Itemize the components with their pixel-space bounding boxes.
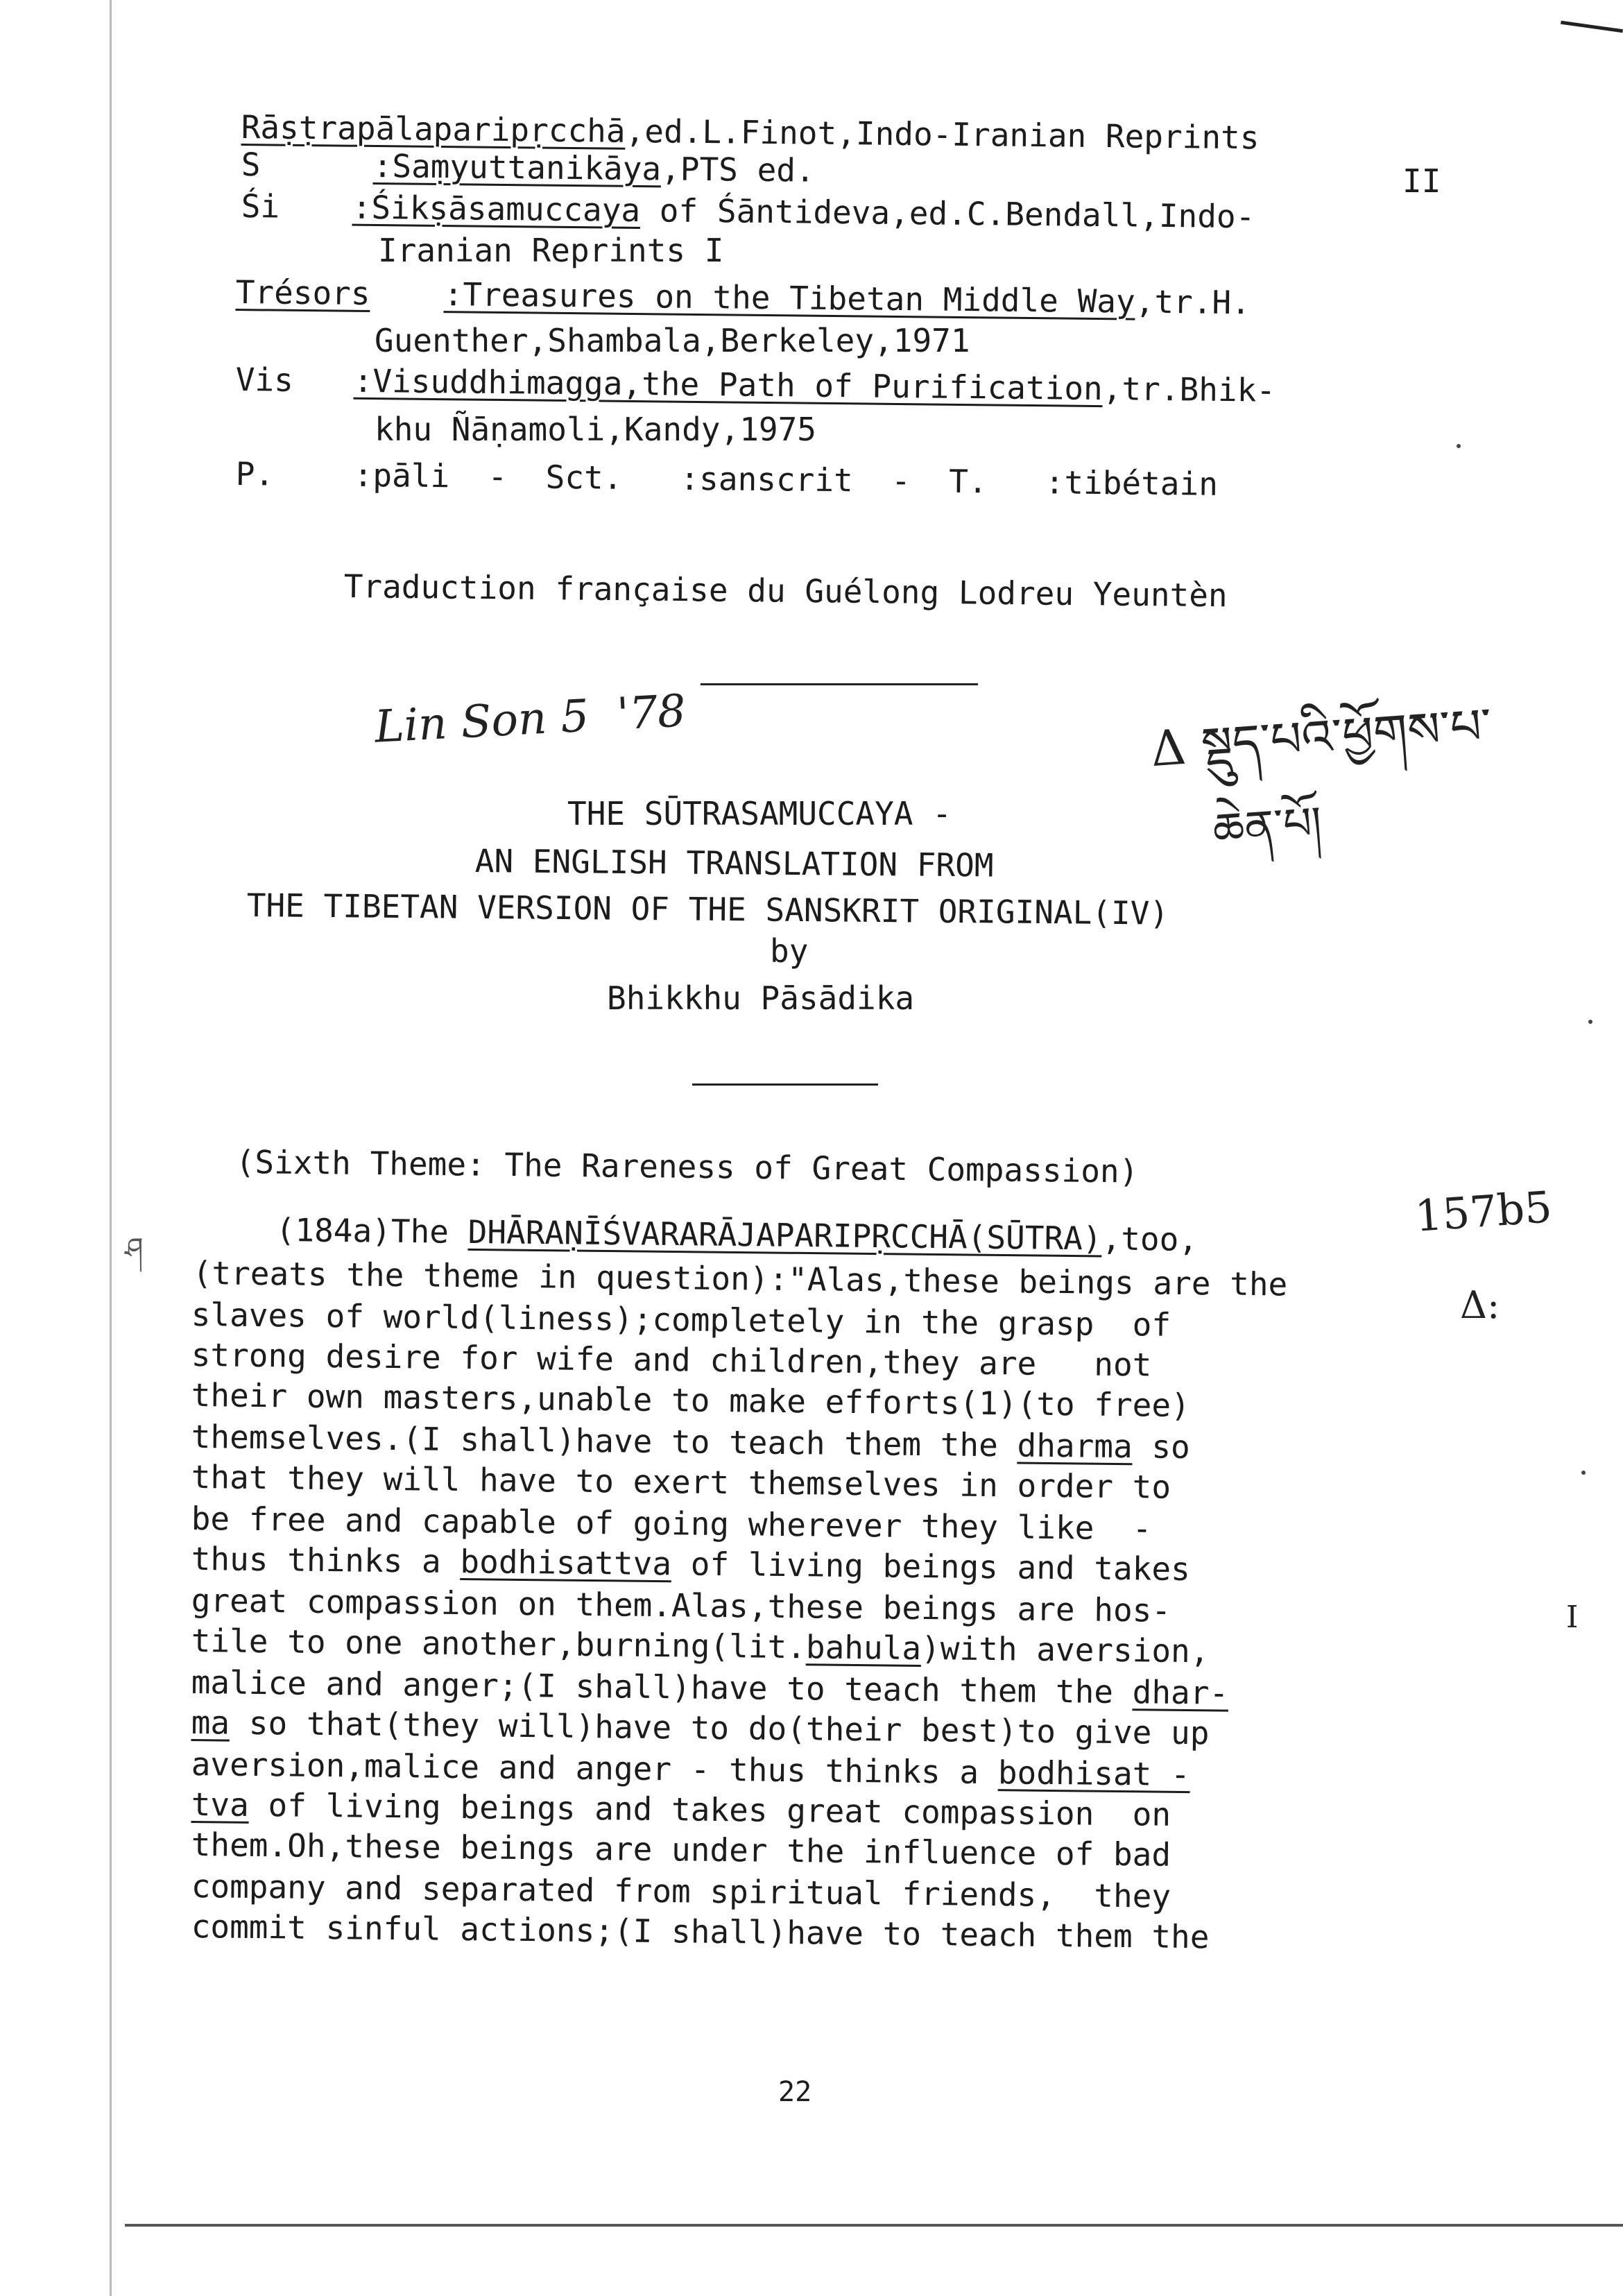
abbr-rastra-rest: ,ed.L.Finot,Indo-Iranian Reprints xyxy=(625,112,1260,157)
abbr-si-rest: of Śāntideva,ed.C.Bendall,Indo- xyxy=(639,191,1255,236)
body-line-9-post: of living beings and takes xyxy=(671,1545,1191,1588)
title-by: by xyxy=(770,932,809,970)
body-line-15 xyxy=(191,1785,1171,1833)
body-line-18: commit sinful actions;(I shall)have to teach them the xyxy=(191,1908,1210,1956)
abbr-vis xyxy=(235,361,1276,409)
abbr-s-trail: II xyxy=(1402,162,1441,200)
term-dharma: dharma xyxy=(1017,1426,1133,1466)
separator-top xyxy=(701,683,978,685)
separator-bottom xyxy=(692,1083,878,1086)
handwritten-folio: 157b5 xyxy=(1413,1181,1554,1242)
body-line-9 xyxy=(191,1540,1191,1588)
body-line-5: their own masters,unable to make efforts(1)(to free) xyxy=(191,1376,1191,1425)
body-line-11 xyxy=(191,1622,1210,1670)
abbr-vis-rest: ,tr.Bhik- xyxy=(1102,370,1276,409)
title-line2: AN ENGLISH TRANSLATION FROM xyxy=(474,842,994,884)
scan-margin-line xyxy=(110,0,112,2296)
term-bodhisattva: bodhisattva xyxy=(460,1543,672,1583)
body-line-16: them.Oh,these beings are under the influence of bad xyxy=(191,1826,1171,1874)
abbr-s-rest: ,PTS ed. xyxy=(660,150,815,189)
abbr-s xyxy=(241,148,815,187)
abbr-si-cont: Iranian Reprints I xyxy=(378,232,724,269)
body-line-12 xyxy=(191,1663,1229,1712)
body-line-14-pre: aversion,malice and anger - thus thinks a xyxy=(191,1745,999,1792)
term-bodhisat: bodhisat - xyxy=(997,1754,1191,1794)
abbr-vis-key: Vis xyxy=(235,361,294,399)
handwritten-margin-mark: Δ: xyxy=(1460,1283,1500,1327)
body-line-12-pre: malice and anger;(I shall)have to teach them the xyxy=(191,1663,1133,1711)
abbr-p-text: :pāli - Sct. :sanscrit - T. :tibétain xyxy=(353,456,1219,503)
abbr-tresors-cont: Guenther,Shambala,Berkeley,1971 xyxy=(375,322,970,359)
body-line-2: (treats the theme in question):"Alas,these beings are the xyxy=(192,1254,1288,1303)
abbr-s-key: S xyxy=(241,146,261,184)
body-line-1-pre: (184a)The xyxy=(275,1211,468,1251)
body-line-6-post: so xyxy=(1132,1428,1191,1466)
abbr-si xyxy=(241,187,1255,236)
handwritten-tibetan-line2: ཆེན་པོ། xyxy=(1211,797,1324,857)
abbr-tresors-key: Trésors xyxy=(235,273,370,313)
body-line-6 xyxy=(191,1418,1191,1466)
term-dharma-end: ma xyxy=(191,1704,230,1742)
body-line-14 xyxy=(191,1745,1191,1794)
abbr-si-title: :Śikṣāsamuccaya xyxy=(352,188,641,230)
page-number: 22 xyxy=(778,2076,812,2108)
abbr-s-title: :Saṃyuttanikāya xyxy=(372,146,662,188)
body-line-1-post: ,too, xyxy=(1101,1219,1199,1258)
body-line-6-pre: themselves.(I shall)have to teach them the xyxy=(191,1418,1017,1464)
body-line-3: slaves of world(liness);completely in the grasp of xyxy=(191,1296,1171,1344)
title-line3: THE TIBETAN VERSION OF THE SANSKRIT ORIGINAL(IV) xyxy=(246,886,1169,932)
body-line-7: that they will have to exert themselves in order to xyxy=(191,1458,1171,1506)
handwritten-tibetan-line1: Δ སྡུད་པའི་ཕྱོགས་པ་ xyxy=(1149,696,1494,778)
scan-speck xyxy=(1457,444,1461,448)
scan-speck xyxy=(1581,1471,1586,1475)
term-bahula: bahula xyxy=(805,1628,922,1668)
body-line-10: great compassion on them.Alas,these beings are hos- xyxy=(191,1582,1171,1629)
section-heading: (Sixth Theme: The Rareness of Great Compassion) xyxy=(235,1143,1139,1190)
term-tva: tva xyxy=(191,1785,250,1824)
abbr-vis-title: :Visuddhimagga,the Path of Purification xyxy=(353,361,1104,408)
body-line-8: be free and capable of going wherever they like - xyxy=(191,1500,1152,1548)
abbr-p-key: P. xyxy=(235,455,275,493)
body-line-9-pre: thus thinks a xyxy=(191,1540,461,1581)
translation-note: Traduction française du Guélong Lodreu Yeuntèn xyxy=(343,567,1228,615)
title-line1: THE SŪTRASAMUCCAYA - xyxy=(567,795,952,832)
abbr-tresors-title: :Treasures on the Tibetan Middle Way xyxy=(443,275,1135,320)
body-line-15-post: of living beings and takes great compassion on xyxy=(248,1785,1171,1833)
body-line-13-post: so that(they will)have to do(their best)to give up xyxy=(229,1704,1210,1752)
abbr-si-key: Śi xyxy=(241,187,280,225)
abbr-tresors-rest: ,tr.H. xyxy=(1135,282,1251,322)
body-line-13 xyxy=(191,1704,1210,1752)
scan-speck xyxy=(1588,1020,1592,1024)
abbr-rastra-title: Rāṣṭrapālaparipṛcchā xyxy=(241,108,626,150)
left-margin-mark: ཤ xyxy=(125,1231,144,1265)
right-margin-tick: I xyxy=(1566,1600,1579,1635)
abbr-vis-cont: khu Ñāṇamoli,Kandy,1975 xyxy=(375,411,816,448)
term-dharma-hyphen: dhar- xyxy=(1132,1673,1229,1712)
handwritten-date: Lin Son 5 '78 xyxy=(373,685,687,753)
body-line-11-post: )with aversion, xyxy=(920,1629,1210,1670)
bottom-scan-edge xyxy=(125,2224,1623,2227)
title-author: Bhikkhu Pāsādika xyxy=(607,979,915,1017)
body-line-11-pre: tile to one another,burning(lit. xyxy=(191,1622,807,1666)
abbr-p xyxy=(235,455,1219,503)
top-right-scan-mark xyxy=(1561,21,1623,33)
body-line-4: strong desire for wife and children,they are not xyxy=(191,1336,1152,1384)
body-line-1 xyxy=(275,1211,1199,1258)
abbr-tresors xyxy=(235,273,1251,322)
sutra-title: DHĀRAṆĪŚVARARĀJAPARIPṚCCHĀ(SŪTRA) xyxy=(467,1213,1102,1258)
body-line-17: company and separated from spiritual friends, they xyxy=(191,1867,1171,1915)
